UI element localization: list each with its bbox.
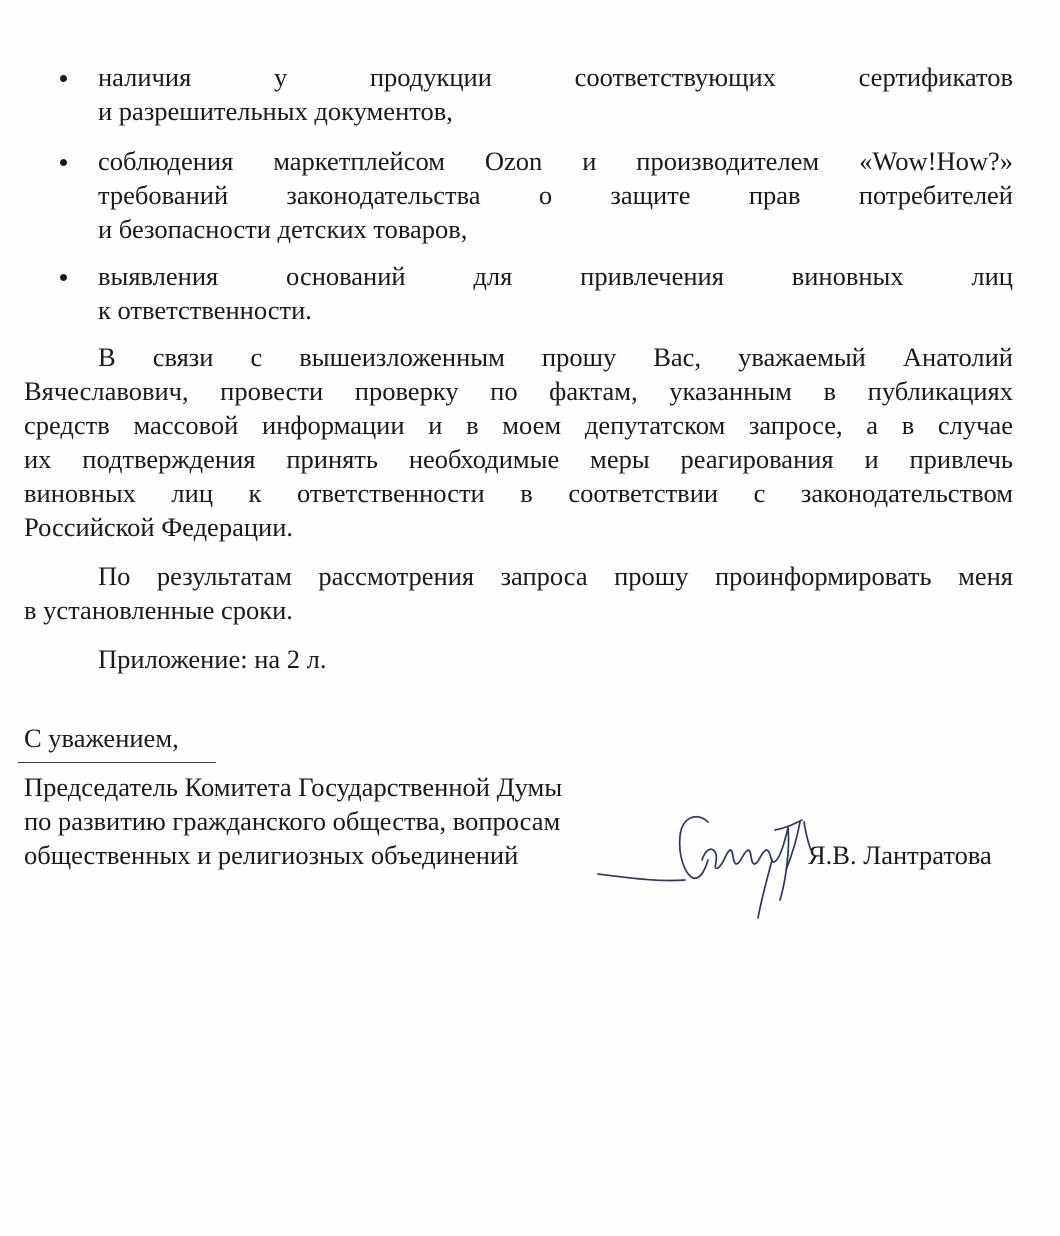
results-line-1: По результатам рассмотрения запроса прошу проинформировать меня bbox=[98, 561, 1013, 591]
request-line-3: средств массовой информации и в моем депутатском запросе, а в случае bbox=[24, 410, 1013, 440]
signatory-position-line-3: общественных и религиозных объединений bbox=[24, 840, 519, 870]
bullet-marker bbox=[60, 75, 67, 82]
bullet-1-line-1: наличия у продукции соответствующих сертификатов bbox=[98, 62, 1013, 92]
attachment-note: Приложение: на 2 л. bbox=[98, 644, 327, 674]
bullet-3-line-2: к ответственности. bbox=[98, 295, 312, 325]
bullet-marker bbox=[60, 159, 67, 166]
closing-salutation: С уважением, bbox=[24, 723, 179, 753]
request-line-4: их подтверждения принять необходимые меры реагирования и привлечь bbox=[24, 444, 1013, 474]
request-line-2: Вячеславович, провести проверку по фактам, указанным в публикациях bbox=[24, 376, 1013, 406]
signatory-position-line-2: по развитию гражданского общества, вопросам bbox=[24, 806, 561, 836]
request-line-1: В связи с вышеизложенным прошу Вас, уважаемый Анатолий bbox=[98, 342, 1013, 372]
handwritten-signature bbox=[590, 800, 830, 925]
closing-underline bbox=[18, 762, 216, 763]
results-line-2: в установленные сроки. bbox=[24, 595, 293, 625]
bullet-1-line-2: и разрешительных документов, bbox=[98, 96, 453, 126]
bullet-2-line-1: соблюдения маркетплейсом Ozon и производителем «Wow!How?» bbox=[98, 146, 1013, 176]
request-line-6: Российской Федерации. bbox=[24, 512, 293, 542]
request-line-5: виновных лиц к ответственности в соответствии с законодательством bbox=[24, 478, 1013, 508]
signatory-position-line-1: Председатель Комитета Государственной Думы bbox=[24, 772, 563, 802]
bullet-3-line-1: выявления оснований для привлечения виновных лиц bbox=[98, 261, 1013, 291]
bullet-2-line-3: и безопасности детских товаров, bbox=[98, 214, 468, 244]
bullet-marker bbox=[60, 274, 67, 281]
signatory-name: Я.В. Лантратова bbox=[808, 840, 992, 870]
bullet-2-line-2: требований законодательства о защите прав потребителей bbox=[98, 180, 1013, 210]
